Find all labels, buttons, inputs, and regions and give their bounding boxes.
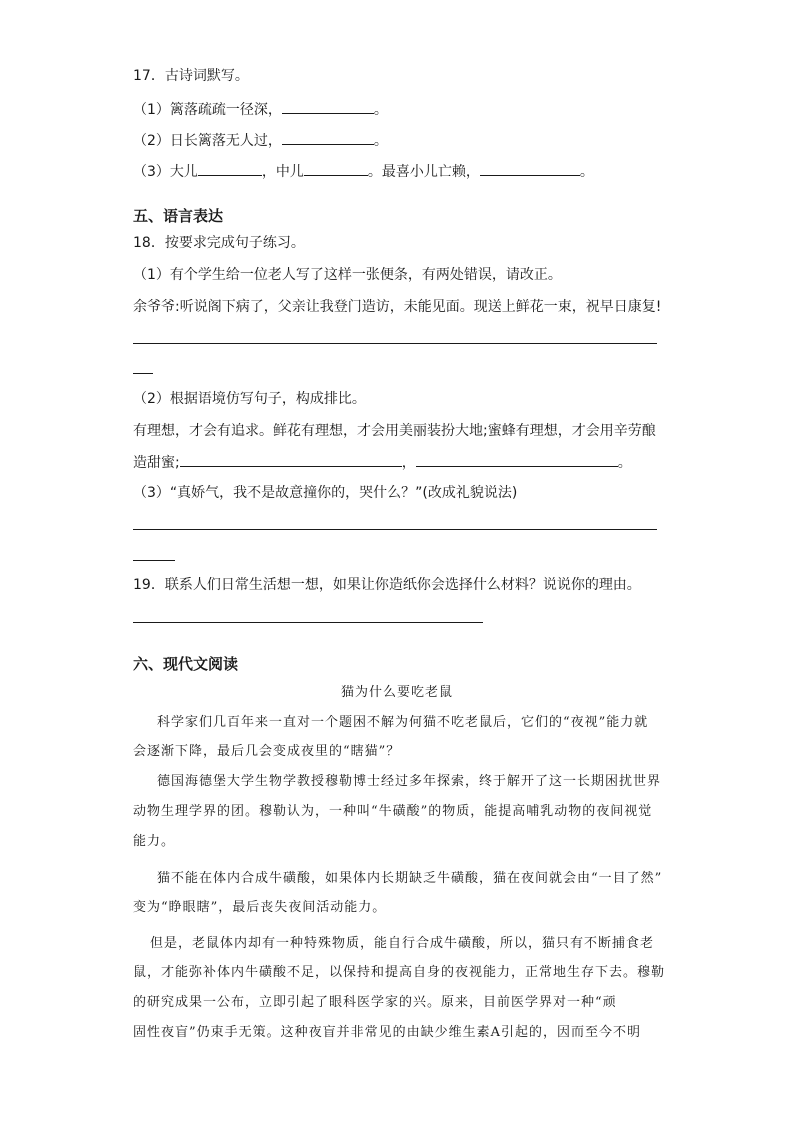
- q18-note: 余爷爷:听说阁下病了，父亲让我登门造访，未能见面。现送上鲜花一束，祝早日康复!: [133, 299, 662, 315]
- article-line: 固性夜盲”仍束手无策。这种夜盲并非常见的由缺少维生素A引起的，因而至今不明: [133, 1025, 642, 1040]
- q18-part2-blanks: [133, 452, 632, 473]
- section5-heading: 五、语言表达: [133, 207, 224, 225]
- q17-part1-text: （1）篱落疏疏一径深，: [133, 102, 282, 118]
- q17-part1-end: 。: [373, 102, 388, 118]
- q18-answer-line1[interactable]: [133, 343, 657, 344]
- q18-part2-prefix: 造甜蜜;: [133, 455, 180, 471]
- q18-part2-end: 。: [617, 455, 632, 471]
- article-line: 德国海德堡大学生物学教授穆勒博士经过多年探索，终于解开了这一长期困扰世界: [157, 774, 662, 789]
- q17-part2: [133, 130, 388, 151]
- q18-part2-comma: ，: [401, 455, 416, 471]
- q19-title: 19．联系人们日常生活想一想，如果让你造纸你会选择什么材料？说说你的理由。: [133, 577, 641, 593]
- q18-part2-blank1[interactable]: [180, 452, 402, 467]
- q17-part1: [133, 99, 388, 120]
- q18-part2-example: 有理想，才会有追求。鲜花有理想，才会用美丽装扮大地;蜜蜂有理想，才会用辛劳酿: [133, 423, 656, 439]
- article-line: 鼠，才能弥补体内牛磺酸不足，以保持和提高自身的夜视能力，正常地生存下去。穆勒: [133, 965, 666, 980]
- q17-part2-end: 。: [373, 133, 388, 149]
- q17-part3-blank1[interactable]: [198, 161, 262, 176]
- q17-part3: [133, 161, 594, 182]
- article-line: 的研究成果一公布，立即引起了眼科医学家的兴。原来，目前医学界对一种“顽: [133, 995, 617, 1010]
- q17-part3-c: 。最喜小儿亡赖，: [367, 164, 480, 180]
- q17-part3-a: （3）大儿: [133, 164, 198, 180]
- article-line: 能力。: [133, 834, 176, 849]
- q18-answer-line2-tail[interactable]: [133, 560, 175, 561]
- q18-title: 18．按要求完成句子练习。: [133, 235, 305, 251]
- q18-part2: （2）根据语境仿写句子，构成排比。: [133, 391, 366, 407]
- q17-title: 17．古诗词默写。: [133, 68, 249, 84]
- q17-part2-blank[interactable]: [282, 130, 374, 145]
- article-line: 动物生理学界的团。穆勒认为，一种叫“牛磺酸”的物质，能提高哺乳动物的夜间视觉: [133, 804, 653, 819]
- section6-heading: 六、现代文阅读: [133, 655, 239, 673]
- q17-part3-blank3[interactable]: [480, 161, 580, 176]
- q17-part3-b: ，中儿: [261, 164, 304, 180]
- q17-part3-blank2[interactable]: [304, 161, 368, 176]
- article-title: 猫为什么要吃老鼠: [340, 685, 453, 700]
- article-line: 猫不能在体内合成牛磺酸，如果体内长期缺乏牛磺酸，猫在夜间就会由“一目了然”: [157, 871, 663, 886]
- q19-answer-line[interactable]: [133, 622, 483, 623]
- q18-part3: （3）“真娇气，我不是故意撞你的，哭什么？”(改成礼貌说法): [133, 485, 518, 501]
- q17-part3-d: 。: [579, 164, 594, 180]
- q18-answer-line2[interactable]: [133, 529, 657, 530]
- q18-answer-line1-tail[interactable]: [133, 373, 153, 374]
- q18-part2-blank2[interactable]: [416, 452, 618, 467]
- q18-part1: （1）有个学生给一位老人写了这样一张便条，有两处错误，请改正。: [133, 267, 562, 283]
- q17-part1-blank[interactable]: [282, 99, 374, 114]
- article-line: 变为“睁眼瞎”，最后丧失夜间活动能力。: [133, 900, 387, 915]
- article-line: 会逐渐下降，最后几会变成夜里的“瞎猫”？: [133, 744, 401, 759]
- q17-part2-text: （2）日长篱落无人过，: [133, 133, 282, 149]
- article-line: 但是，老鼠体内却有一种特殊物质，能自行合成牛磺酸，所以，猫只有不断捕食老: [150, 936, 655, 951]
- article-line: 科学家们几百年来一直对一个题困不解为何猫不吃老鼠后，它们的“夜视”能力就: [157, 715, 649, 730]
